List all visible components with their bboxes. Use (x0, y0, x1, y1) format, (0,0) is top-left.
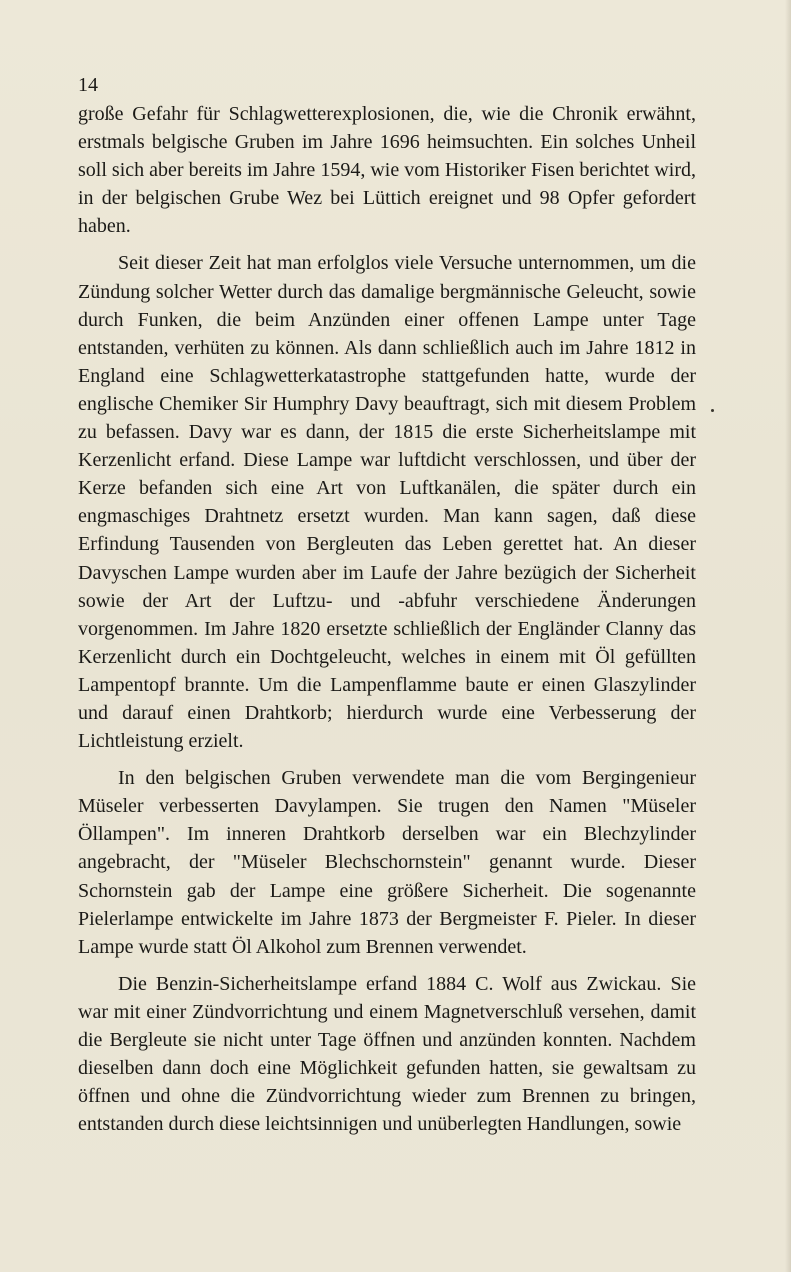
paragraph-3: In den belgischen Gruben verwendete man die vom Bergingenieur Müseler verbesserten Davylampen. Sie trugen den Namen "Müseler Öllampen". Im inneren Drahtkorb derselben war ein Blechzylinder angebracht, der "Müseler Blechschornstein" genannt wurde. Dieser Schornstein gab der Lampe eine größere Sicherheit. Die sogenannte Pielerlampe entwickelte im Jahre 1873 der Bergmeister F. Pieler. In dieser Lampe wurde statt Öl Alkohol zum Brennen verwendet. (78, 767, 696, 958)
page-edge-shadow (785, 0, 791, 1272)
ink-speck (711, 409, 714, 412)
body-text (78, 100, 696, 1138)
paragraph-4: Die Benzin-Sicherheitslampe erfand 1884 C. Wolf aus Zwickau. Sie war mit einer Zündvorrichtung und einem Magnetverschluß versehen, damit die Bergleute sie nicht unter Tage öffnen und anzünden konnten. Nachdem dieselben dann doch eine Möglichkeit gefunden hatten, sie gewaltsam zu öffnen und ohne die Zündvorrichtung wieder zum Brennen zu bringen, entstanden durch diese leichtsinnigen und unüberlegten Handlungen, sowie (78, 972, 696, 1136)
paragraph-2: Seit dieser Zeit hat man erfolglos viele Versuche unternommen, um die Zündung solcher Wetter durch das damalige bergmännische Geleucht, sowie durch Funken, die beim Anzünden einer offenen Lampe unter Tage entstanden, verhüten zu können. Als dann schließlich auch im Jahre 1812 in England eine Schlagwetterkatastrophe stattgefunden hatte, wurde der englische Chemiker Sir Humphry Davy beauftragt, sich mit diesem Problem zu befassen. Davy war es dann, der 1815 die erste Sicherheitslampe mit Kerzenlicht erfand. Diese Lampe war luftdicht verschlossen, und über der Kerze befanden sich eine Art von Luftkanälen, die später durch ein engmaschiges Drahtnetz ersetzt wurden. Man kann sagen, daß diese Erfindung Tausenden von Bergleuten das Leben gerettet hat. An dieser Davyschen Lampe wurden aber im Laufe der Jahre bezügich der Sicherheit sowie der Art der Luftzu- und -abfuhr verschiedene Änderungen vorgenommen. Im Jahre 1820 ersetzte schließlich der Engländer Clanny das Kerzenlicht durch ein Dochtgeleucht, welches in einem mit Öl gefüllten Lampentopf brannte. Um die Lampenflamme baute er einen Glaszylinder und darauf einen Drahtkorb; hierdurch wurde eine Verbesserung der Lichtleistung erzielt. (78, 252, 696, 753)
page-number: 14 (78, 74, 98, 96)
paragraph-1: große Gefahr für Schlagwetterexplosionen, die, wie die Chronik erwähnt, erstmals belgische Gruben im Jahre 1696 heimsuchten. Ein solches Unheil soll sich aber bereits im Jahre 1594, wie vom Historiker Fisen berichtet wird, in der belgischen Grube Wez bei Lüttich ereignet und 98 Opfer gefordert haben. (78, 103, 696, 238)
